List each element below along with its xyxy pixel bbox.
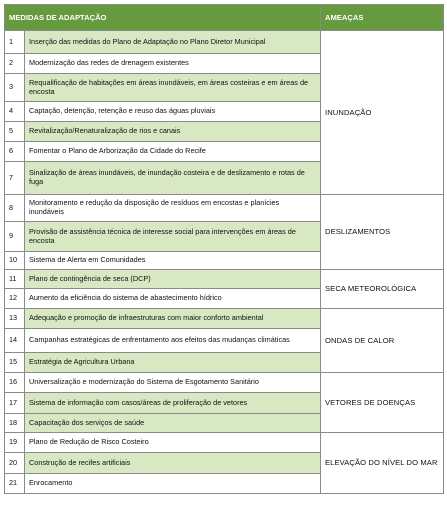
- row-number: 3: [5, 74, 25, 102]
- row-number: 14: [5, 329, 25, 353]
- table-header-row: [5, 5, 444, 31]
- threat-label: ONDAS DE CALOR: [321, 309, 444, 373]
- measure-text: Provisão de assistência técnica de interesse social para intervenções em áreas de encosta: [25, 222, 321, 252]
- threat-label: ELEVAÇÃO DO NÍVEL DO MAR: [321, 433, 444, 494]
- row-number: 6: [5, 142, 25, 162]
- row-number: 18: [5, 414, 25, 433]
- measure-text: Sistema de informação com casos/áreas de proliferação de vetores: [25, 393, 321, 414]
- threat-label: DESLIZAMENTOS: [321, 195, 444, 270]
- row-number: 15: [5, 353, 25, 373]
- measure-text: Inserção das medidas do Plano de Adaptação no Plano Diretor Municipal: [25, 31, 321, 54]
- measure-text: Plano de contingência de seca (DCP): [25, 270, 321, 289]
- measure-text: Modernização das redes de drenagem existentes: [25, 54, 321, 74]
- row-number: 8: [5, 195, 25, 222]
- row-number: 21: [5, 474, 25, 494]
- row-number: 13: [5, 309, 25, 329]
- measure-text: Revitalização/Renaturalização de rios e canais: [25, 122, 321, 142]
- measure-text: Requalificação de habitações em áreas inundáveis, em áreas costeiras e em áreas de encosta: [25, 74, 321, 102]
- measure-text: Campanhas estratégicas de enfrentamento aos efeitos das mudanças climáticas: [25, 329, 321, 353]
- row-number: 4: [5, 102, 25, 122]
- row-number: 19: [5, 433, 25, 453]
- row-number: 17: [5, 393, 25, 414]
- measure-text: Monitoramento e redução da disposição de resíduos em encostas e planícies inundáveis: [25, 195, 321, 222]
- measure-text: Plano de Redução de Risco Costeiro: [25, 433, 321, 453]
- row-number: 10: [5, 252, 25, 270]
- header-measures: MEDIDAS DE ADAPTAÇÃO: [5, 5, 321, 31]
- threat-label: INUNDAÇÃO: [321, 31, 444, 195]
- row-number: 16: [5, 373, 25, 393]
- threat-label: VETORES DE DOENÇAS: [321, 373, 444, 433]
- table-row: [5, 270, 444, 289]
- row-number: 1: [5, 31, 25, 54]
- measure-text: Construção de recifes artificiais: [25, 453, 321, 474]
- measure-text: Adequação e promoção de infraestruturas com maior conforto ambiental: [25, 309, 321, 329]
- measure-text: Sinalização de áreas inundáveis, de inundação costeira e de deslizamento e rotas de fuga: [25, 162, 321, 195]
- row-number: 2: [5, 54, 25, 74]
- measure-text: Captação, detenção, retenção e reuso das águas pluviais: [25, 102, 321, 122]
- measure-text: Enrocamento: [25, 474, 321, 494]
- measure-text: Estratégia de Agricultura Urbana: [25, 353, 321, 373]
- adaptation-measures-table: [4, 4, 444, 494]
- table-row: [5, 309, 444, 329]
- table-row: [5, 195, 444, 222]
- table-body: [5, 31, 444, 494]
- header-threats: AMEAÇAS: [321, 5, 444, 31]
- threat-label: SECA METEOROLÓGICA: [321, 270, 444, 309]
- table-row: [5, 373, 444, 393]
- row-number: 5: [5, 122, 25, 142]
- row-number: 7: [5, 162, 25, 195]
- row-number: 11: [5, 270, 25, 289]
- row-number: 12: [5, 289, 25, 309]
- measure-text: Aumento da eficiência do sistema de abastecimento hídrico: [25, 289, 321, 309]
- table-row: [5, 31, 444, 54]
- row-number: 20: [5, 453, 25, 474]
- table-row: [5, 433, 444, 453]
- measure-text: Fomentar o Plano de Arborização da Cidade do Recife: [25, 142, 321, 162]
- measure-text: Capacitação dos serviços de saúde: [25, 414, 321, 433]
- row-number: 9: [5, 222, 25, 252]
- measure-text: Sistema de Alerta em Comunidades: [25, 252, 321, 270]
- measure-text: Universalização e modernização do Sistema de Esgotamento Sanitário: [25, 373, 321, 393]
